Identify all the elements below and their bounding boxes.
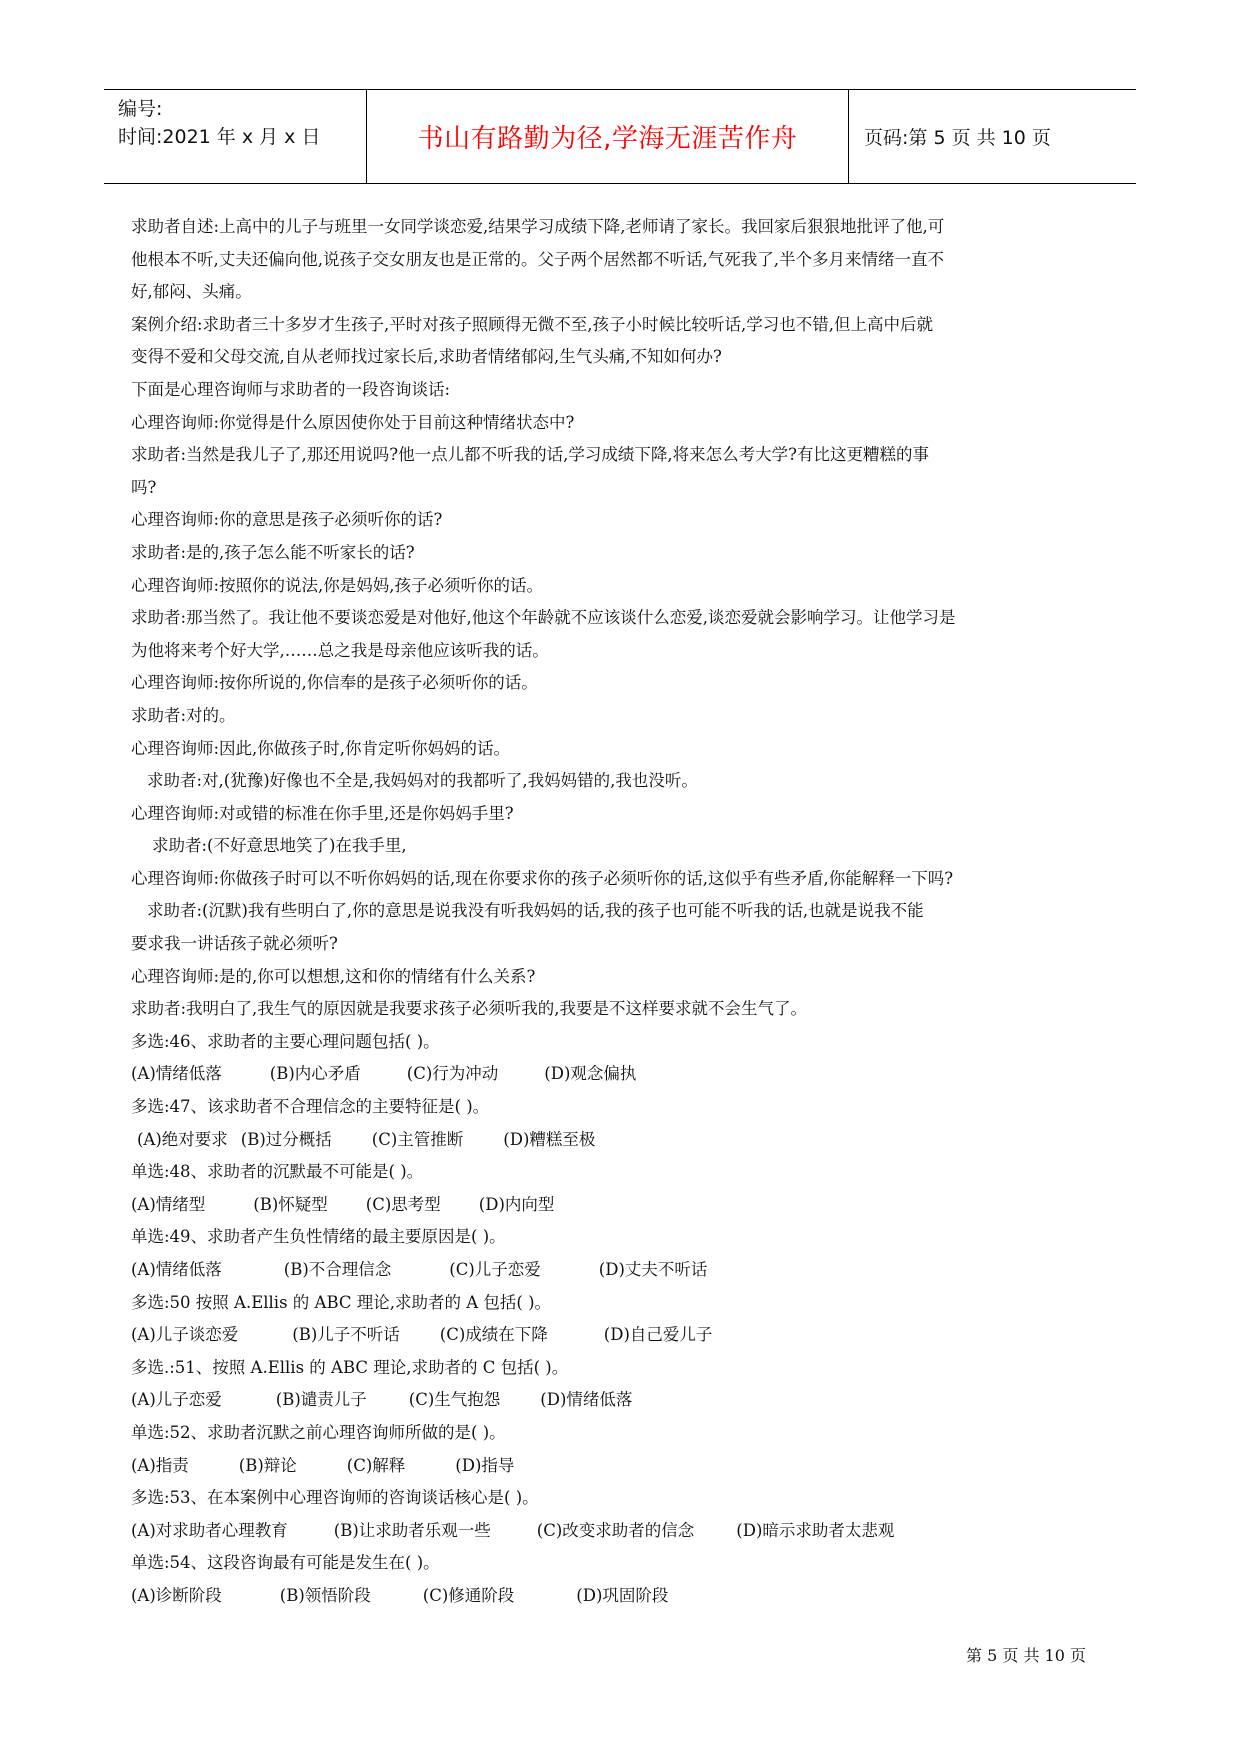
text-line: 变得不爱和父母交流,自从老师找过家长后,求助者情绪郁闷,生气头痛,不知如何办? <box>131 347 722 367</box>
option-row <box>131 1058 1114 1091</box>
answer-option: (D)糟糕至极 <box>503 1129 596 1149</box>
option-row <box>131 1124 1114 1157</box>
motto-text: 书山有路勤为径,学海无涯苦作舟 <box>417 124 798 154</box>
question-stem: 多选:46、求助者的主要心理问题包括( )。 <box>131 1031 440 1051</box>
answer-option: (A)儿子谈恋爱 <box>131 1325 239 1345</box>
dialogue-line: 心理咨询师:对或错的标准在你手里,还是你妈妈手里? <box>131 803 514 823</box>
dialogue-line: 求助者:我明白了,我生气的原因就是我要求孩子必须听我的,我要是不这样要求就不会生气了。 <box>131 999 808 1019</box>
answer-option: (A)儿子恋爱 <box>131 1390 222 1410</box>
dialogue-line: 心理咨询师:是的,你可以想想,这和你的情绪有什么关系? <box>131 966 536 986</box>
answer-option: (A)诊断阶段 <box>131 1585 222 1605</box>
answer-option: (C)儿子恋爱 <box>449 1260 541 1279</box>
text-line: 他根本不听,丈夫还偏向他,说孩子交女朋友也是正常的。父子两个居然都不听话,气死我了,半个多月来情绪一直不 <box>131 249 944 269</box>
answer-option: (A)情绪低落 <box>131 1260 222 1279</box>
dialogue-line: 求助者:对的。 <box>131 705 236 725</box>
answer-option: (B)领悟阶段 <box>279 1585 371 1605</box>
answer-option: (A)指责 <box>131 1455 189 1475</box>
answer-option: (D)内向型 <box>478 1194 555 1214</box>
dialogue-line: 求助者:是的,孩子怎么能不听家长的话? <box>131 542 415 562</box>
question-stem: 多选:53、在本案例中心理咨询师的咨询谈话核心是( )。 <box>131 1488 539 1508</box>
answer-option: (D)巩固阶段 <box>576 1585 669 1605</box>
question-list <box>131 1026 1114 1613</box>
header-meta-cell <box>104 90 367 183</box>
answer-option: (B)儿子不听话 <box>292 1325 400 1345</box>
question-stem: 单选:52、求助者沉默之前心理咨询师所做的是( )。 <box>131 1422 506 1442</box>
dialogue-line: 求助者:当然是我儿子了,那还用说吗?他一点儿都不听我的话,学习成绩下降,将来怎么考大学?有比这更糟糕的事 <box>131 445 929 465</box>
page-number-label: 页码:第 5 页 共 10 页 <box>864 127 1051 149</box>
dialogue-line: 吗? <box>131 477 157 497</box>
option-row <box>131 1319 1114 1352</box>
dialogue-line: 心理咨询师:你的意思是孩子必须听你的话? <box>131 510 443 530</box>
answer-option: (B)辩论 <box>238 1455 297 1475</box>
dialogue-line: 求助者:对,(犹豫)好像也不全是,我妈妈对的我都听了,我妈妈错的,我也没听。 <box>147 771 698 791</box>
question-stem: 多选:50 按照 A.Ellis 的 ABC 理论,求助者的 A 包括( )。 <box>131 1292 552 1312</box>
answer-option: (D)暗示求助者太悲观 <box>736 1520 895 1540</box>
question-stem: 单选:48、求助者的沉默最不可能是( )。 <box>131 1162 424 1182</box>
dialogue-line: 求助者:那当然了。我让他不要谈恋爱是对他好,他这个年龄就不应该谈什么恋爱,谈恋爱就会影响学习。让他学习是 <box>131 608 956 628</box>
answer-option: (D)观念偏执 <box>544 1064 637 1084</box>
answer-option: (B)不合理信念 <box>283 1260 392 1279</box>
text-line: 案例介绍:求助者三十多岁才生孩子,平时对孩子照顾得无微不至,孩子小时候比较听话,学习也不错,但上高中后就 <box>131 314 934 334</box>
page-header <box>104 89 1136 184</box>
page-footer: 第 5 页 共 10 页 <box>966 1646 1086 1665</box>
answer-option: (A)绝对要求 <box>137 1129 228 1149</box>
time-label: 时间:2021 年 x 月 x 日 <box>118 126 321 148</box>
question-stem: 多选:47、该求助者不合理信念的主要特征是( )。 <box>131 1097 490 1117</box>
question-stem: 单选:49、求助者产生负性情绪的最主要原因是( )。 <box>131 1227 506 1247</box>
answer-option: (A)情绪型 <box>131 1194 206 1214</box>
dialogue-line: 心理咨询师:因此,你做孩子时,你肯定听你妈妈的话。 <box>131 738 511 758</box>
question-stem: 单选:54、这段咨询最有可能是发生在( )。 <box>131 1553 440 1573</box>
option-row <box>131 1254 1114 1287</box>
text-line: 求助者自述:上高中的儿子与班里一女同学谈恋爱,结果学习成绩下降,老师请了家长。我回家后狠狠地批评了他,可 <box>131 217 945 236</box>
dialogue-line: 心理咨询师:按你所说的,你信奉的是孩子必须听你的话。 <box>131 673 538 693</box>
header-motto-cell <box>367 90 849 183</box>
dialogue-line: 求助者:(不好意思地笑了)在我手里, <box>152 836 407 856</box>
answer-option: (B)内心矛盾 <box>269 1064 361 1084</box>
answer-option: (B)过分概括 <box>240 1129 332 1149</box>
answer-option: (A)对求助者心理教育 <box>131 1520 288 1540</box>
number-label: 编号: <box>118 98 163 120</box>
answer-option: (C)解释 <box>346 1455 406 1475</box>
answer-option: (C)成绩在下降 <box>439 1325 548 1345</box>
text-line: 好,郁闷、头痛。 <box>131 282 252 302</box>
answer-option: (C)思考型 <box>365 1194 441 1214</box>
answer-option: (B)谴责儿子 <box>275 1390 367 1410</box>
answer-option: (B)怀疑型 <box>253 1194 328 1214</box>
question-stem: 多选.:51、按照 A.Ellis 的 ABC 理论,求助者的 C 包括( )。 <box>131 1357 569 1377</box>
dialogue-line: 为他将来考个好大学,……总之我是母亲他应该听我的话。 <box>131 640 549 660</box>
option-row <box>131 1384 1114 1417</box>
answer-option: (D)指导 <box>455 1455 515 1475</box>
answer-option: (D)丈夫不听话 <box>598 1260 708 1279</box>
answer-option: (C)改变求助者的信念 <box>536 1520 695 1540</box>
dialogue-line: 心理咨询师:按照你的说法,你是妈妈,孩子必须听你的话。 <box>131 575 544 595</box>
answer-option: (D)自己爱儿子 <box>603 1325 713 1345</box>
document-body <box>131 211 1114 1613</box>
text-line: 下面是心理咨询师与求助者的一段咨询谈话: <box>131 379 451 399</box>
answer-option: (C)主管推断 <box>371 1129 464 1149</box>
answer-option: (B)让求助者乐观一些 <box>333 1520 491 1540</box>
dialogue-line: 心理咨询师:你觉得是什么原因使你处于目前这种情绪状态中? <box>131 412 575 432</box>
option-row <box>131 1450 1114 1483</box>
dialogue-line: 求助者:(沉默)我有些明白了,你的意思是说我没有听我妈妈的话,我的孩子也可能不听我的话,也就是说我不能 <box>147 901 924 921</box>
answer-option: (A)情绪低落 <box>131 1064 222 1084</box>
option-row <box>131 1580 1114 1613</box>
dialogue-line: 心理咨询师:你做孩子时可以不听你妈妈的话,现在你要求你的孩子必须听你的话,这似乎有些矛盾,你能解释一下吗? <box>131 868 954 888</box>
answer-option: (D)情绪低落 <box>540 1390 633 1410</box>
answer-option: (C)行为冲动 <box>406 1064 499 1084</box>
answer-option: (C)生气抱怨 <box>408 1390 501 1410</box>
answer-option: (C)修通阶段 <box>422 1585 515 1605</box>
option-row <box>131 1189 1114 1222</box>
dialogue-line: 要求我一讲话孩子就必须听? <box>131 934 338 954</box>
option-row <box>131 1515 1114 1548</box>
